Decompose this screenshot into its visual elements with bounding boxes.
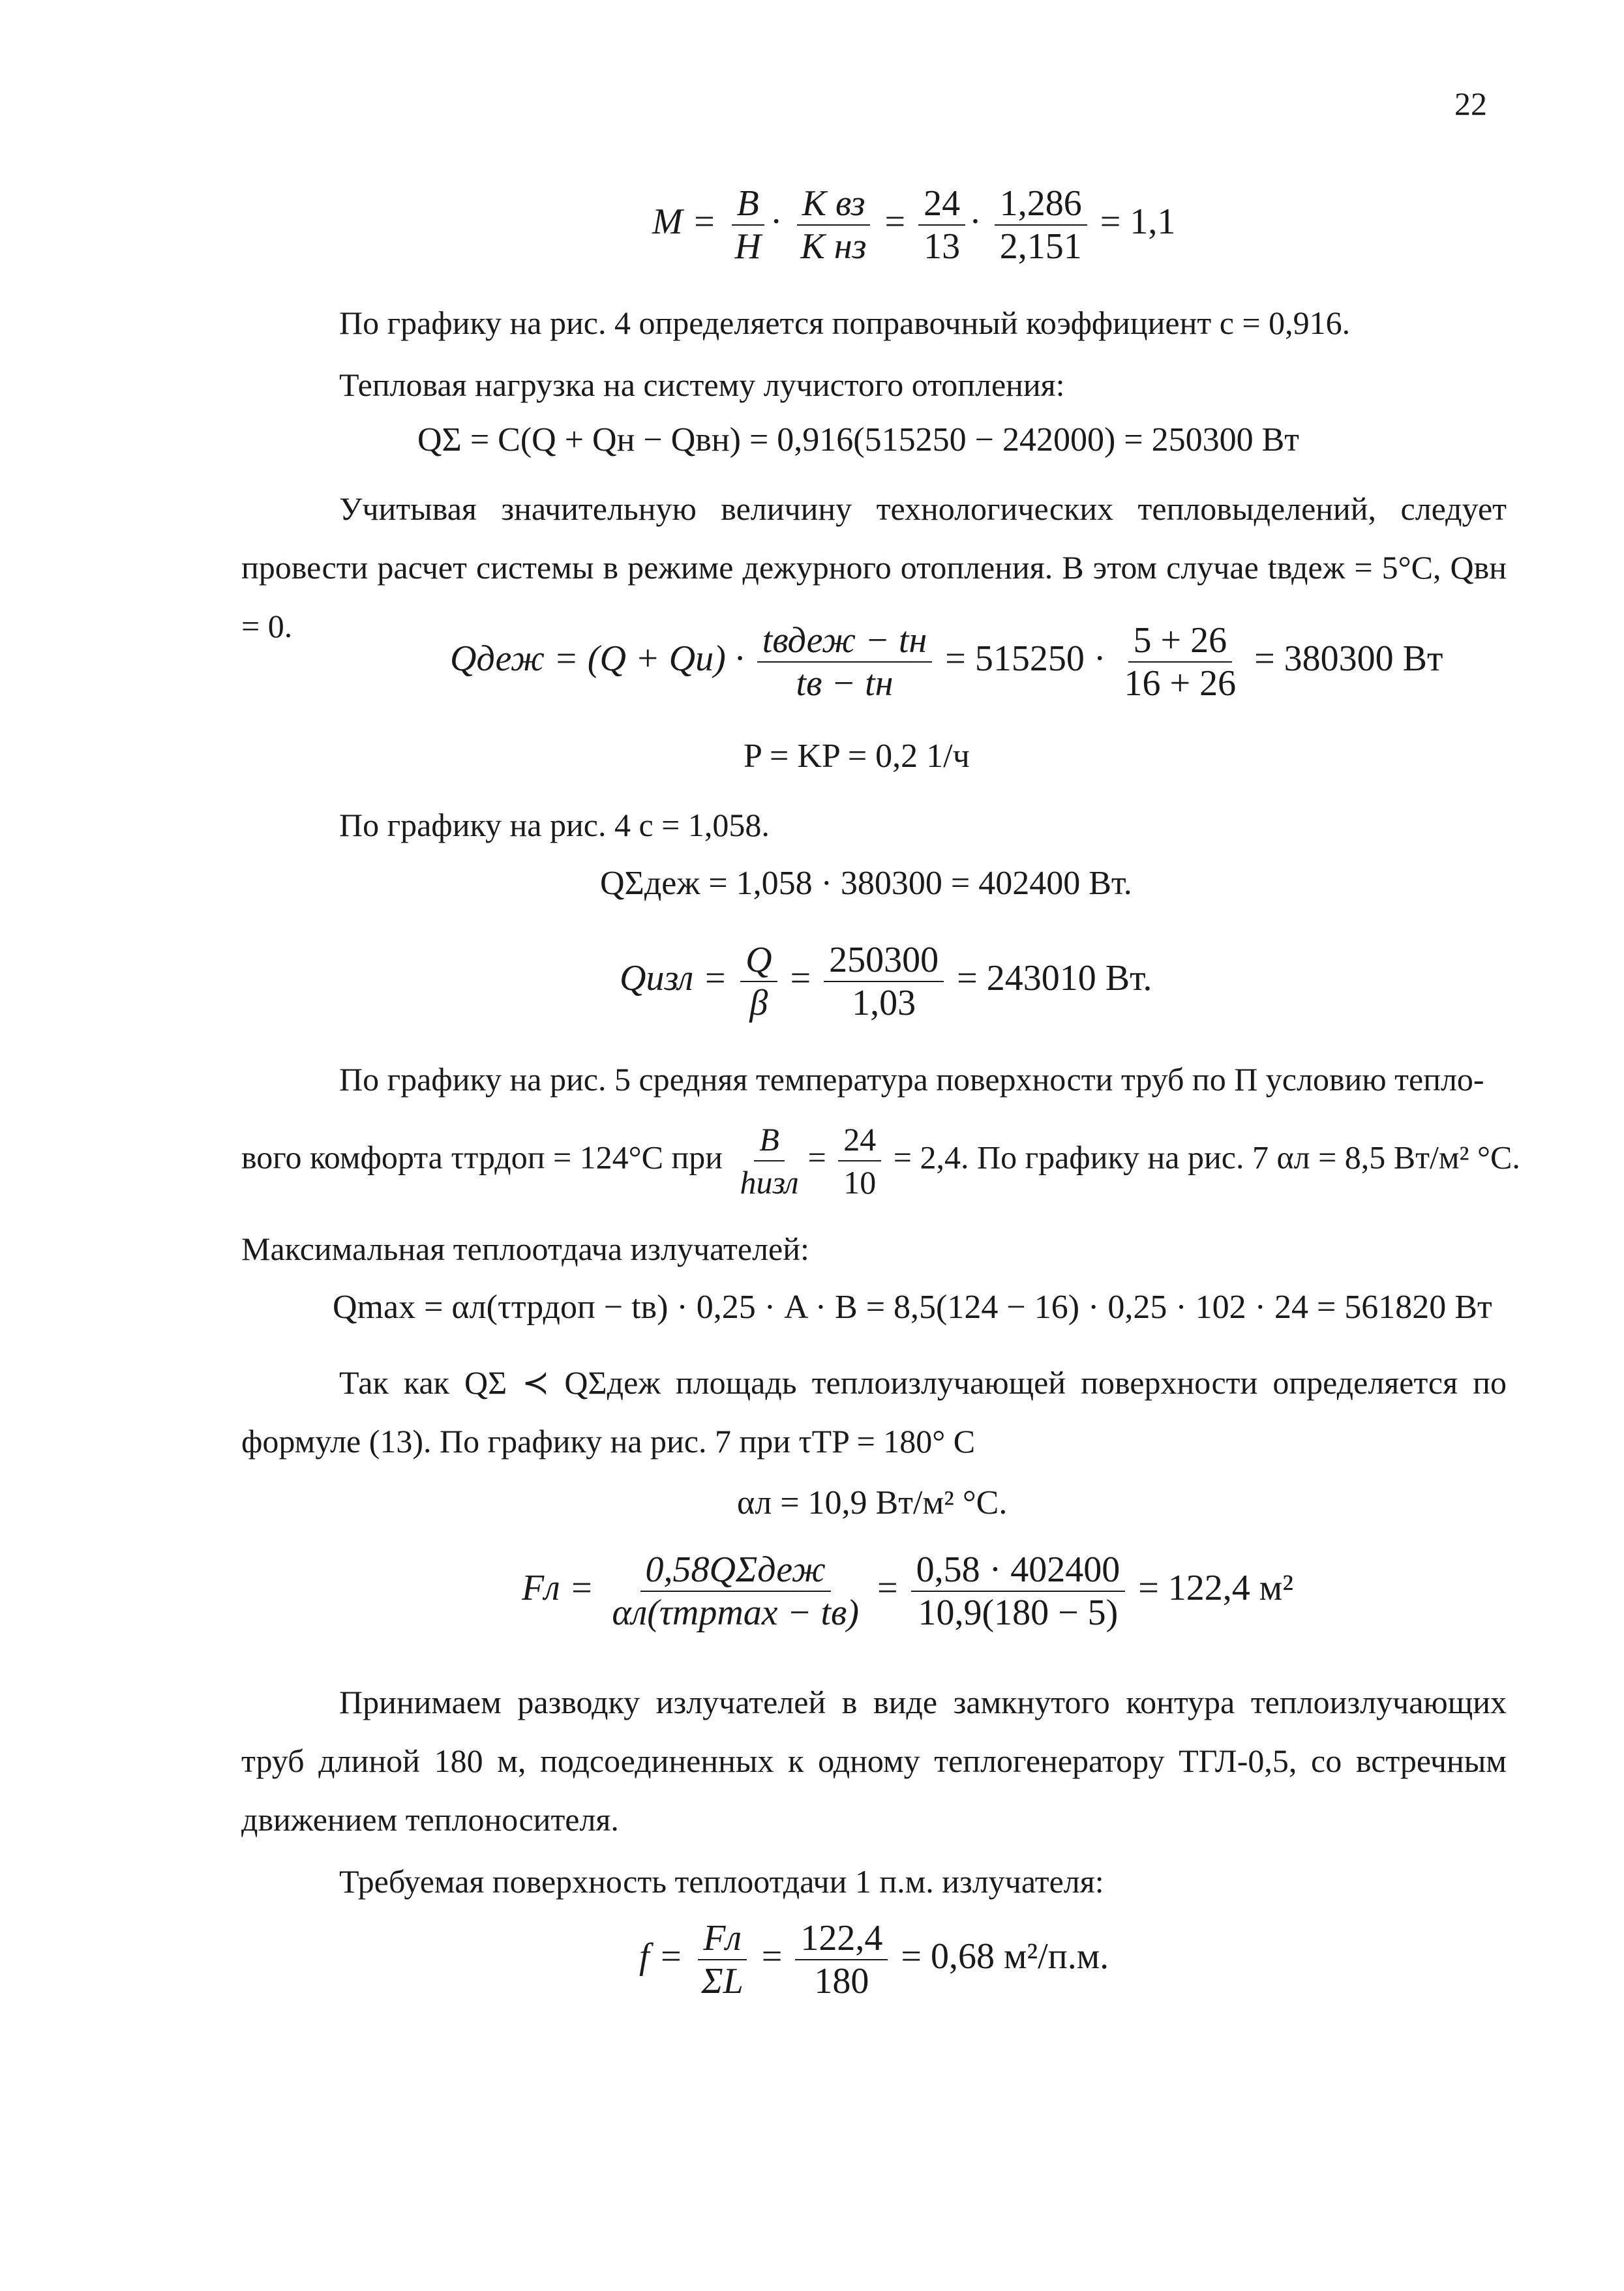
- paragraph: Максимальная теплоотдача излучателей:: [241, 1231, 809, 1267]
- formula-q-dezh-result: = 380300 Вт: [1254, 638, 1443, 679]
- paragraph: По графику на рис. 4 c = 1,058.: [339, 807, 770, 843]
- fraction-denominator: β: [749, 983, 768, 1023]
- formula-f-result: = 0,68 м²/п.м.: [901, 1936, 1109, 1977]
- fraction-denominator: 10: [843, 1164, 877, 1201]
- formula-q-dezh-lhs: Qдеж = (Q + Qи) ·: [450, 638, 744, 679]
- equals-sign: =: [790, 957, 811, 998]
- formula-m-lhs: M =: [652, 201, 717, 242]
- fraction-numerator: 0,58QΣдеж: [640, 1549, 831, 1592]
- fraction-denominator: ΣL: [701, 1961, 744, 2001]
- paragraph-text: вого комфорта τтрдоп = 124°C при: [241, 1139, 723, 1176]
- fraction-denominator: hизл: [740, 1164, 799, 1201]
- fraction-numerator: 24: [918, 183, 965, 226]
- fraction-numerator: Fл: [698, 1917, 747, 1960]
- equals-sign: =: [877, 1567, 898, 1608]
- fraction-denominator: K нз: [800, 226, 867, 267]
- fraction: [838, 1118, 881, 1203]
- fraction: [1119, 620, 1242, 704]
- fraction-denominator: αл(τтрmax − tв): [612, 1593, 859, 1633]
- fraction-denominator: 10,9(180 − 5): [918, 1593, 1119, 1633]
- fraction: [757, 620, 933, 704]
- formula-m: M = $\frac{B}{H}$ · $\frac{\text{K вз}}{\text{K нз}}$ = $\frac{24}{13}$ · $\frac{1,286}{2,151}$ = 1,1: [652, 183, 1176, 267]
- fraction-numerator: 0,58 · 402400: [911, 1549, 1126, 1592]
- formula-f-l-result: = 122,4 м²: [1138, 1567, 1294, 1608]
- fraction-numerator: B: [754, 1118, 785, 1161]
- formula-q-max: Qmax = αл(τтрдоп − tв) · 0,25 · A · B = 8,5(124 − 16) · 0,25 · 102 · 24 = 561820 Вт: [333, 1289, 1492, 1326]
- fraction-numerator: 5 + 26: [1128, 620, 1233, 663]
- formula-q-sigma-dezh: QΣдеж = 1,058 · 380300 = 402400 Вт.: [600, 865, 1132, 902]
- formula-q-dezh: [450, 620, 1443, 704]
- paragraph: По графику на рис. 5 средняя температура поверхности труб по П условию тепло-: [339, 1061, 1484, 1098]
- fraction: [735, 1118, 804, 1203]
- fraction: [796, 183, 872, 267]
- fraction: [911, 1549, 1126, 1634]
- fraction-denominator: H: [734, 226, 761, 267]
- formula-q-izl-lhs: Qизл =: [620, 957, 728, 998]
- fraction-denominator: 13: [924, 226, 961, 267]
- fraction-denominator: 2,151: [999, 226, 1082, 267]
- fraction-numerator: 24: [838, 1118, 881, 1161]
- paragraph: Тепловая нагрузка на систему лучистого отопления:: [339, 367, 1065, 403]
- fraction-numerator: Q: [740, 939, 777, 982]
- formula-p: P = KP = 0,2 1/ч: [744, 738, 970, 775]
- fraction: [824, 939, 944, 1024]
- paragraph: Так как QΣ ≺ QΣдеж площадь теплоизлучающей поверхности определяется по формуле (13). По графику на рис. 7 при τTP = 180° C: [241, 1364, 1507, 1460]
- formula-m-result: = 1,1: [1100, 201, 1176, 242]
- paragraph: По графику на рис. 4 определяется поправочный коэффициент c = 0,916.: [339, 305, 1351, 341]
- fraction: [995, 183, 1087, 267]
- formula-f-l: [522, 1549, 1293, 1634]
- fraction-numerator: 250300: [824, 939, 944, 982]
- formula-q-sigma: QΣ = C(Q + Qн − Qвн) = 0,916(515250 − 242000) = 250300 Вт: [417, 421, 1299, 458]
- formula-q-izl-result: = 243010 Вт.: [957, 957, 1152, 998]
- paragraph: Требуемая поверхность теплоотдачи 1 п.м. излучателя:: [339, 1863, 1104, 1900]
- formula-f-lhs: f =: [639, 1936, 684, 1977]
- fraction: [729, 183, 766, 267]
- formula-f-l-lhs: Fл =: [522, 1567, 594, 1608]
- fraction-denominator: 180: [814, 1961, 869, 2001]
- fraction-denominator: 1,03: [852, 983, 916, 1023]
- equals-sign: =: [884, 201, 906, 242]
- paragraph-text: = 2,4. По графику на рис. 7 αл = 8,5 Вт/м² °C.: [893, 1139, 1520, 1176]
- fraction-numerator: 1,286: [995, 183, 1087, 226]
- formula-q-izl: [620, 939, 1152, 1024]
- formula-q-dezh-mid: = 515250 ·: [945, 638, 1106, 679]
- fraction: [795, 1917, 888, 2002]
- fraction: [696, 1917, 748, 2002]
- fraction-numerator: K вз: [797, 183, 871, 226]
- equals-sign: =: [761, 1936, 783, 1977]
- fraction-numerator: tвдеж − tн: [757, 620, 933, 663]
- fraction: [918, 183, 965, 267]
- paragraph-line: вого комфорта τтрдоп = 124°C при $\frac{B}{\text{hизл}}$ = $\frac{24}{10}$ = 2,4. По графику на рис. 7 αл = 8,5 Вт/м² °C.: [241, 1118, 1507, 1203]
- fraction: [740, 939, 777, 1024]
- paragraph: Учитывая значительную величину технологических тепловыделений, следует провести расчет системы в режиме дежурного отопления. В этом случае tвдеж = 5°C, Qвн = 0.: [241, 490, 1507, 644]
- fraction-numerator: 122,4: [795, 1917, 888, 1960]
- formula-alpha: αл = 10,9 Вт/м² °C.: [737, 1484, 1008, 1521]
- fraction-denominator: tв − tн: [796, 663, 894, 704]
- paragraph: Принимаем разводку излучателей в виде замкнутого контура теплоизлучающих труб длиной 180 м, подсоединенных к одному теплогенератору ТГЛ-0,5, со встречным движением теплоносителя.: [241, 1684, 1507, 1838]
- fraction-numerator: B: [732, 183, 764, 226]
- page-number: 22: [1454, 85, 1487, 122]
- formula-f: [639, 1917, 1109, 2002]
- fraction-denominator: 16 + 26: [1124, 663, 1237, 704]
- fraction: [607, 1549, 864, 1634]
